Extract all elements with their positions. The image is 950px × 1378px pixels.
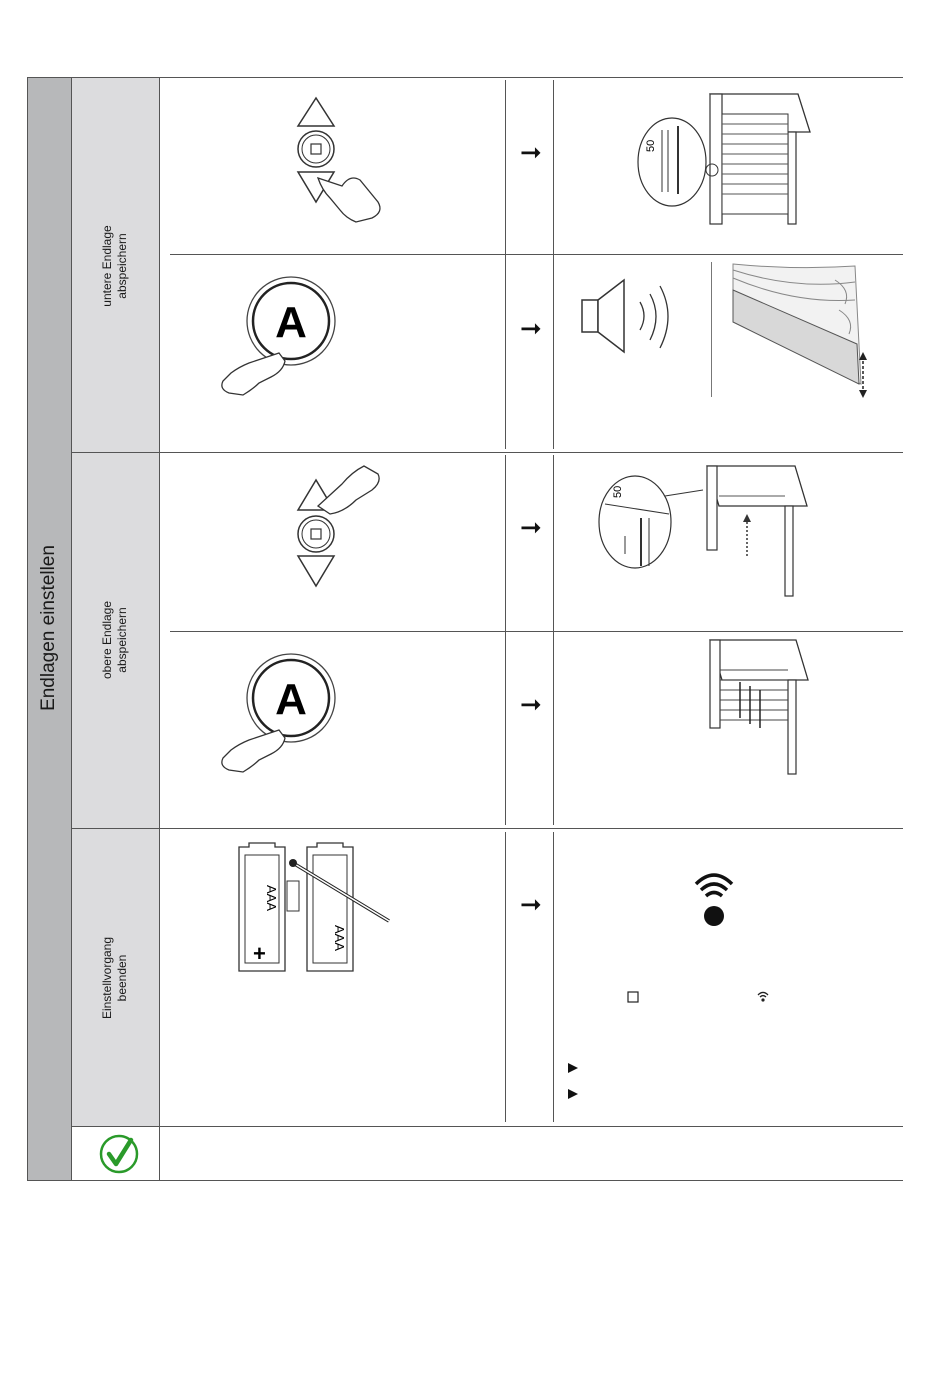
shutter-lower-endpoint-illustration — [628, 82, 828, 232]
battery-label: AAA — [264, 885, 279, 912]
wifi-signal-icon — [692, 868, 736, 930]
hand-pointer-icon — [318, 466, 379, 514]
column-divider — [505, 80, 506, 449]
a-button-press — [215, 652, 375, 802]
section-title: Endlagen einstellen — [38, 545, 59, 711]
remote-keypad-press-down — [260, 90, 460, 240]
dimension-label: 50 — [612, 485, 624, 498]
stop-square-icon — [311, 529, 321, 539]
row-label-lower-endpoint: untere Endlage abspeichern — [100, 225, 129, 307]
shutter-jog-detail — [725, 260, 885, 400]
stop-square-icon — [627, 991, 639, 1003]
column-divider — [71, 77, 72, 1180]
column-divider — [553, 455, 554, 825]
stop-square-icon — [311, 144, 321, 154]
column-divider — [553, 80, 554, 449]
column-divider — [159, 77, 160, 1180]
row-divider — [71, 828, 903, 829]
remote-keypad-press-up — [260, 460, 460, 610]
column-divider — [505, 455, 506, 825]
down-triangle-icon — [298, 556, 334, 586]
speaker-icon — [582, 300, 598, 332]
hand-pointer-icon — [222, 353, 285, 395]
battery-plus-sign: + — [253, 941, 266, 966]
sub-row-divider — [170, 254, 903, 255]
row-label-upper-endpoint: obere Endlage abspeichern — [100, 600, 129, 680]
checkmark-icon — [99, 1134, 139, 1174]
sound-waves-icon — [640, 286, 668, 348]
illustration-divider — [711, 262, 712, 397]
bullet-triangle-icon — [567, 1088, 579, 1100]
shutter-closing-illustration — [700, 634, 820, 784]
wifi-signal-icon — [757, 991, 769, 1003]
battery-label: AAA — [332, 925, 347, 952]
column-divider — [505, 832, 506, 1122]
bullet-triangle-icon — [567, 1062, 579, 1074]
dimension-label: 50 — [645, 139, 657, 152]
result-arrow-icon: ➞ — [520, 689, 542, 719]
speaker-beep-illustration — [580, 278, 690, 368]
table-border-bottom — [27, 1180, 903, 1181]
shutter-upper-endpoint-illustration — [595, 456, 825, 606]
row-label-finish: Einstellvorgang beenden — [100, 936, 129, 1020]
result-arrow-icon: ➞ — [520, 137, 542, 167]
hand-pointer-icon — [222, 730, 285, 772]
up-triangle-icon — [298, 98, 334, 126]
row-divider — [71, 1126, 903, 1127]
sub-row-divider — [170, 631, 903, 632]
result-arrow-icon: ➞ — [520, 889, 542, 919]
column-divider — [553, 832, 554, 1122]
a-button-press — [215, 275, 375, 425]
a-button-label: A — [275, 298, 307, 347]
result-arrow-icon: ➞ — [520, 512, 542, 542]
result-arrow-icon: ➞ — [520, 313, 542, 343]
a-button-label: A — [275, 675, 307, 724]
row-divider — [71, 452, 903, 453]
battery-compartment-illustration — [225, 833, 425, 983]
table-border-left — [27, 77, 28, 1180]
hand-pointer-icon — [318, 178, 380, 222]
